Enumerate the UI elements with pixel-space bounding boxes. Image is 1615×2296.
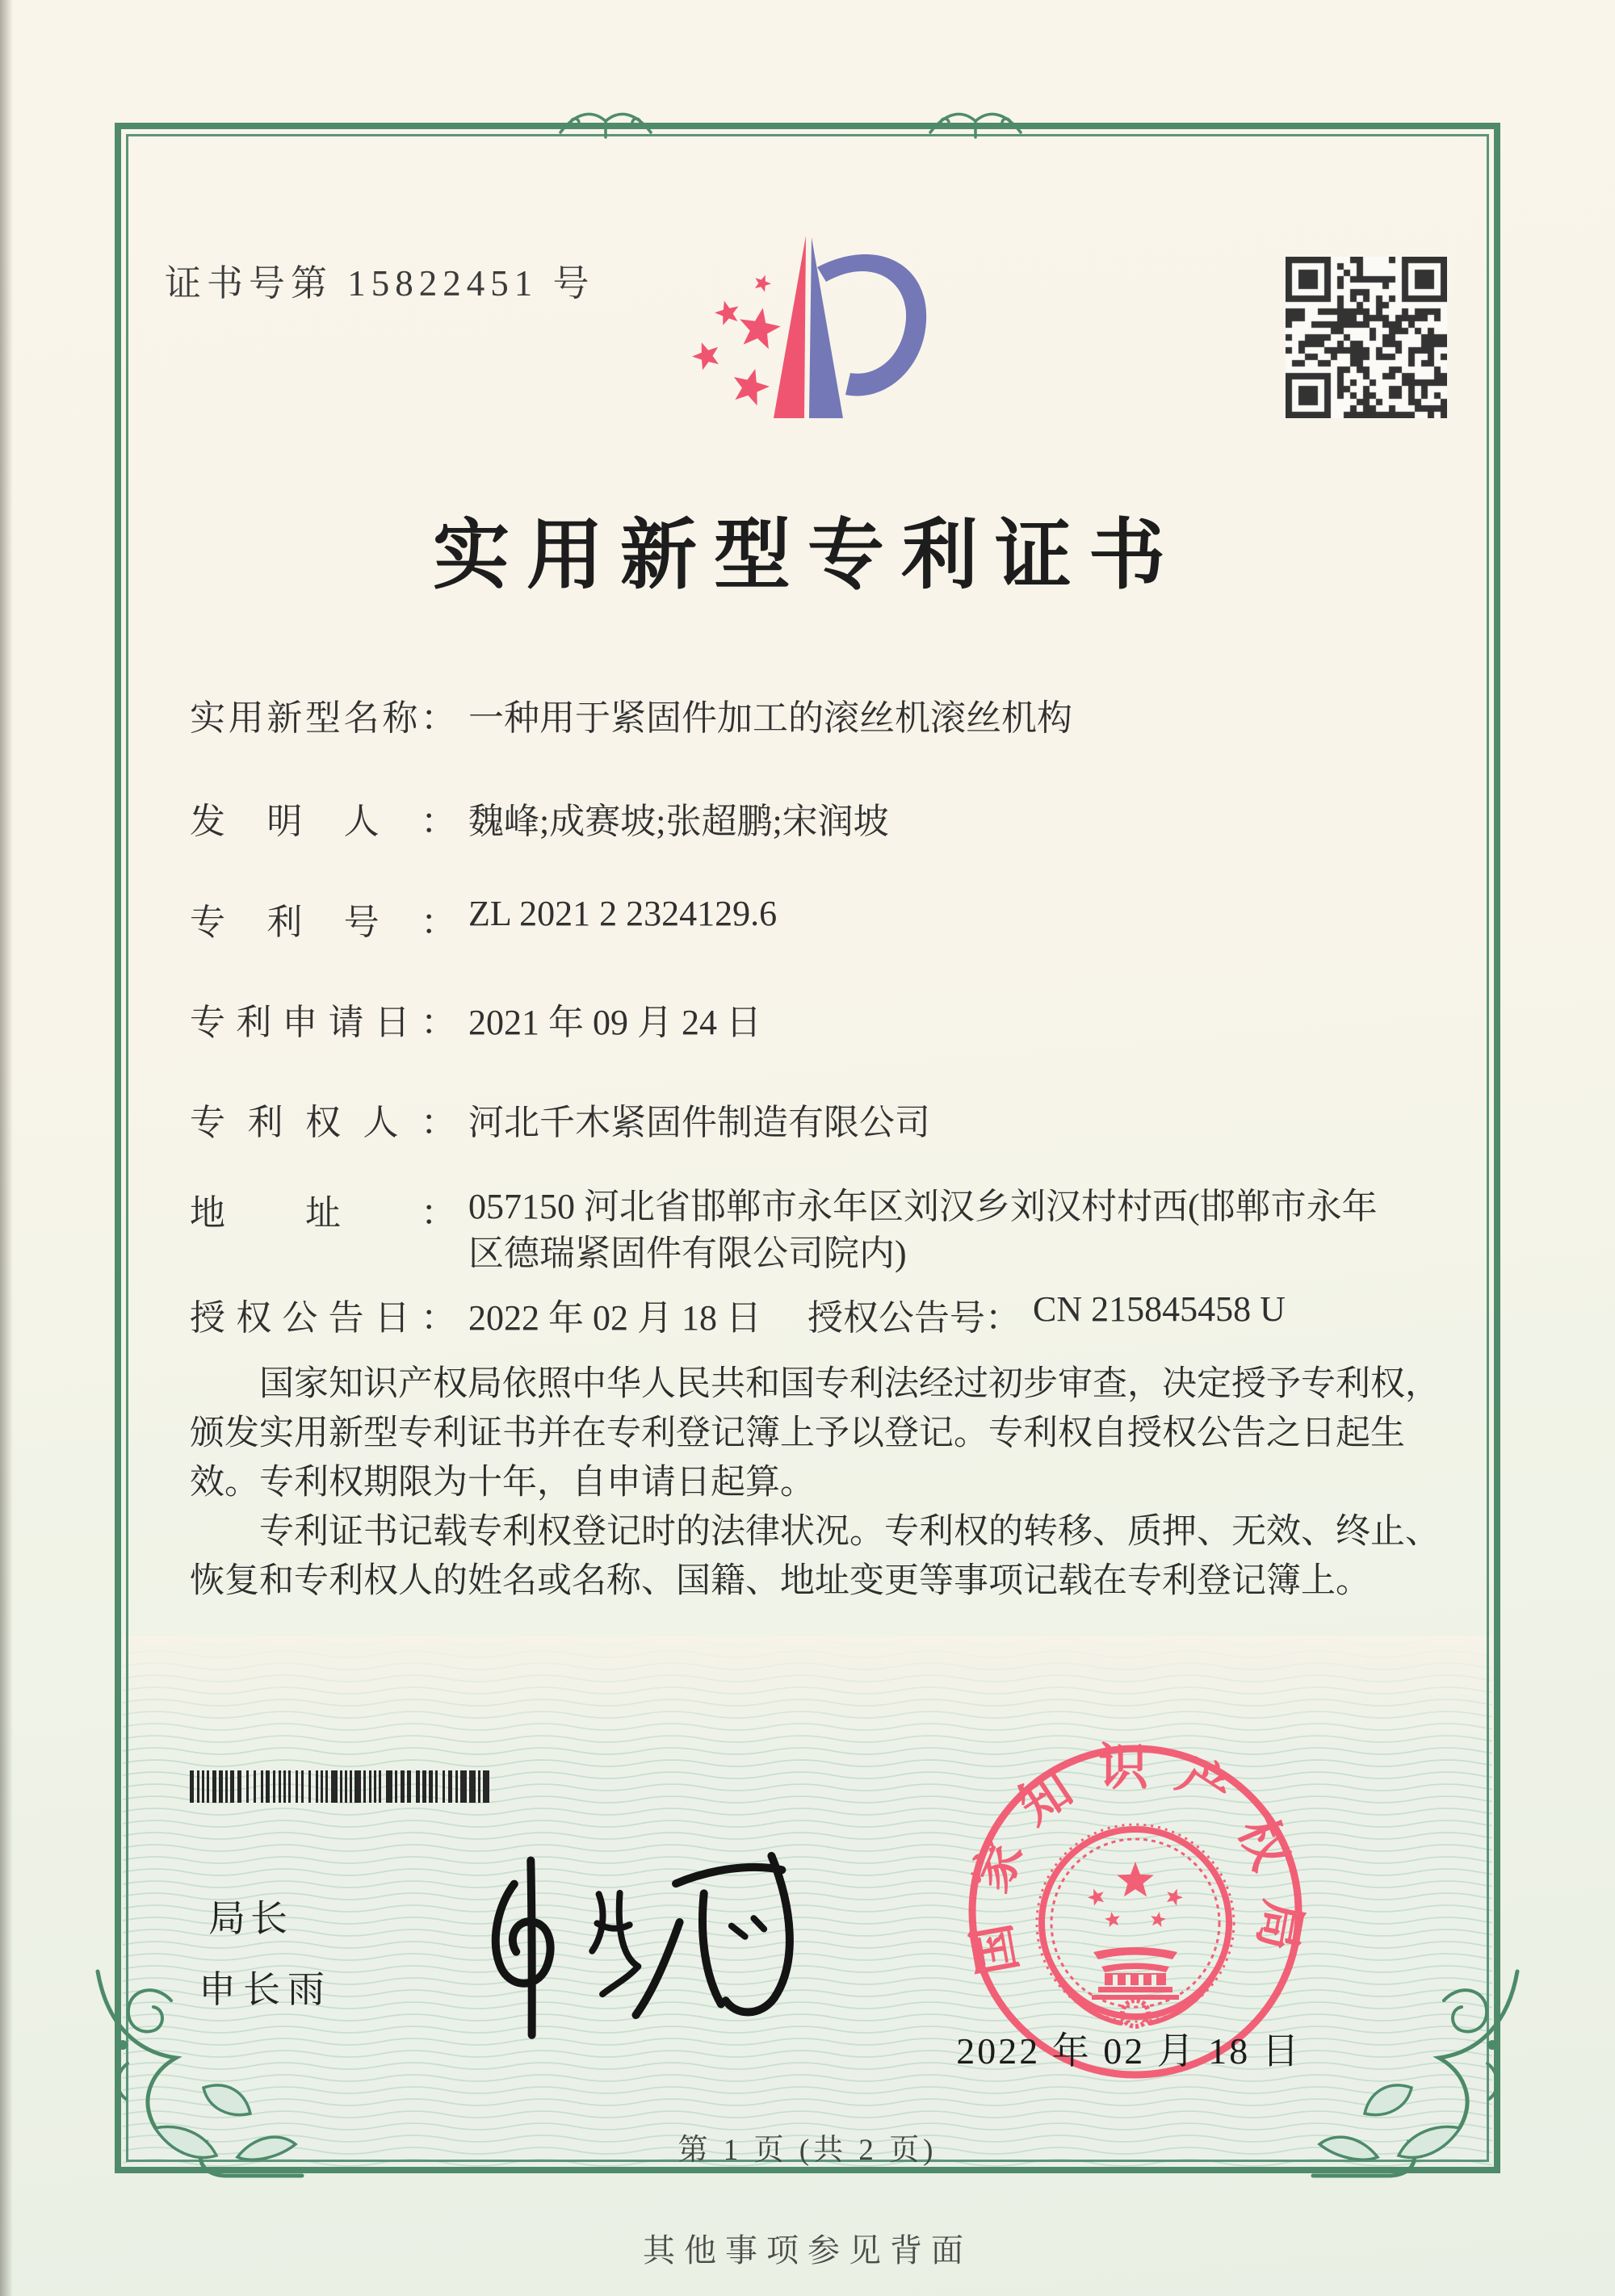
field-value: 一种用于紧固件加工的滚丝机滚丝机构 xyxy=(468,698,1072,738)
border-ornament-icon xyxy=(925,103,1026,140)
certificate-number: 证书号第 15822451 号 xyxy=(165,263,595,304)
field-row-grant xyxy=(190,1288,1286,1340)
page-number: 第 1 页 (共 2 页) xyxy=(677,2134,938,2167)
field-row-address xyxy=(190,1184,1449,1277)
qr-code xyxy=(1286,257,1447,418)
field-value: 057150 河北省邯郸市永年区刘汉乡刘汉村村西(邯郸市永年区德瑞紧固件有限公司院内) xyxy=(468,1187,1378,1273)
field-label: 专利申请日： xyxy=(190,1003,456,1042)
field-value: CN 215845458 U xyxy=(1033,1289,1286,1329)
field-label: 专利号： xyxy=(190,903,456,942)
field-row-name xyxy=(190,689,1072,740)
field-row-filing-date xyxy=(190,993,761,1045)
cnipa-logo-icon xyxy=(688,223,930,431)
field-value: 河北千木紧固件制造有限公司 xyxy=(468,1103,930,1142)
border-ornament-icon xyxy=(556,103,656,140)
national-emblem-icon xyxy=(1037,1825,1234,2026)
scan-edge-shadow xyxy=(0,0,13,2296)
svg-text:国家知识产权局 xyxy=(960,1741,1311,1979)
back-side-note: 其他事项参见背面 xyxy=(643,2232,972,2269)
field-row-inventors xyxy=(190,792,889,844)
field-value: 2021 年 09 月 24 日 xyxy=(468,1003,761,1042)
seal-text: 国家知识产权局 xyxy=(960,1741,1311,1979)
legal-text xyxy=(190,1360,1448,1606)
field-row-patent-no xyxy=(190,893,777,945)
seal-date: 2022 年 02 月 18 日 xyxy=(956,2030,1302,2072)
field-value: ZL 2021 2 2324129.6 xyxy=(468,894,778,933)
legal-paragraph-1: 国家知识产权局依照中华人民共和国专利法经过初步审查，决定授予专利权，颁发实用新型专利证书并在专利登记簿上予以登记。专利权自授权公告之日起生效。专利权期限为十年，自申请日起算。 xyxy=(190,1365,1440,1502)
barcode xyxy=(190,1770,498,1803)
signature-handwriting xyxy=(440,1850,828,2040)
field-row-patentee xyxy=(190,1093,930,1145)
director-title: 局长 xyxy=(208,1898,292,1939)
field-pair-grant-no xyxy=(808,1288,1286,1340)
field-label: 授权公告号： xyxy=(808,1298,1021,1338)
field-label: 专利权人： xyxy=(190,1103,456,1142)
field-label: 授权公告日： xyxy=(190,1298,456,1338)
certificate-title: 实用新型专利证书 xyxy=(432,513,1182,598)
field-label: 实用新型名称： xyxy=(190,698,456,738)
field-label: 发明人： xyxy=(190,802,456,841)
field-value: 2022 年 02 月 18 日 xyxy=(468,1298,761,1338)
field-label: 地址： xyxy=(190,1193,456,1233)
legal-paragraph-2: 专利证书记载专利权登记时的法律状况。专利权的转移、质押、无效、终止、恢复和专利权人的姓名或名称、国籍、地址变更等事项记载在专利登记簿上。 xyxy=(190,1513,1440,1600)
field-value: 魏峰;成赛坡;张超鹏;宋润坡 xyxy=(468,802,889,841)
director-name: 申长雨 xyxy=(199,1969,332,2010)
